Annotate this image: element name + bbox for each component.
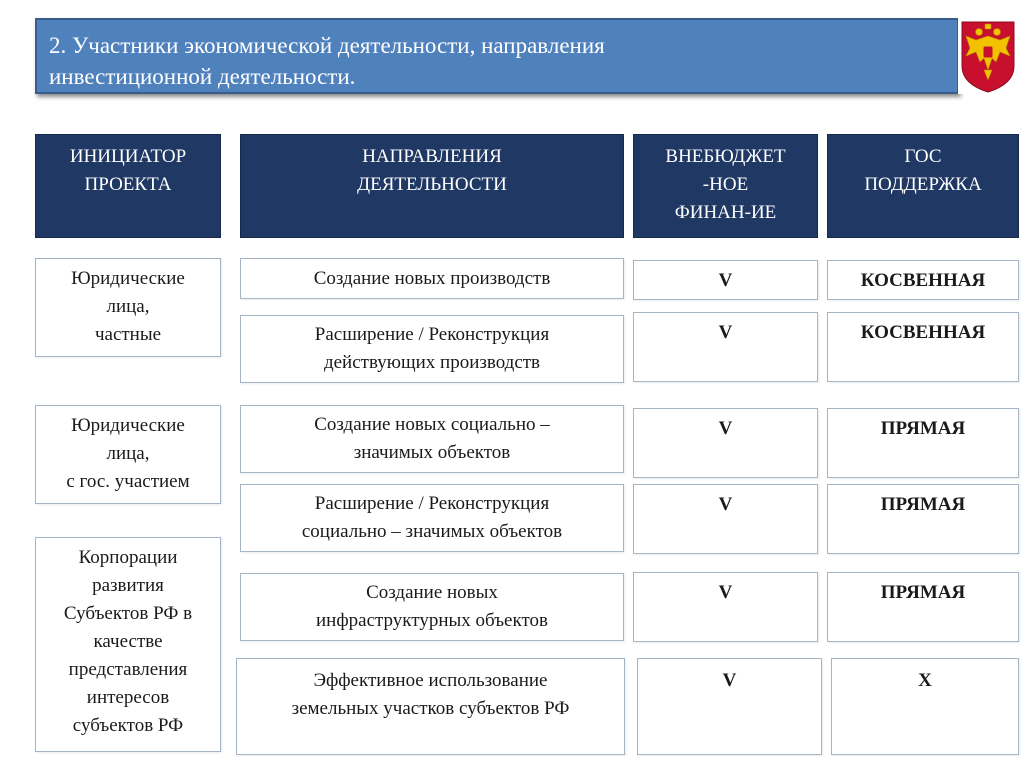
gov-support-cell-5 <box>827 572 1019 642</box>
direction-new-social-objects <box>240 405 624 473</box>
header-extrabudget-line-2: -НОЕ <box>702 174 749 195</box>
header-initiator-line-1: ИНИЦИАТОР <box>69 146 187 167</box>
initiator-3-line-5: представления <box>68 659 188 680</box>
extrabudget-value-1: V <box>718 270 733 291</box>
direction-1-line-1: Создание новых производств <box>313 267 551 289</box>
gov-support-cell-6 <box>831 658 1019 755</box>
direction-5-line-2: инфраструктурных объектов <box>316 610 548 631</box>
header-initiator-line-2: ПРОЕКТА <box>84 174 172 195</box>
extrabudget-value-3: V <box>718 418 733 439</box>
initiator-3-line-3: Субъектов РФ в <box>63 603 193 624</box>
initiator-2-line-3: с гос. участием <box>66 471 190 492</box>
gov-support-cell-1 <box>827 260 1019 300</box>
slide-title-line-1: 2. Участники экономической деятельности, направления <box>49 33 605 58</box>
direction-2-line-2: действующих производств <box>323 352 541 373</box>
initiator-3-line-7: субъектов РФ <box>72 715 184 736</box>
extrabudget-cell-4 <box>633 484 818 554</box>
gov-support-value-4: ПРЯМАЯ <box>880 494 966 515</box>
extrabudget-cell-2 <box>633 312 818 382</box>
slide-title-line-2: инвестиционной деятельности. <box>49 64 356 89</box>
direction-3-line-1: Создание новых социально – <box>314 414 550 435</box>
header-extrabudget <box>633 134 818 238</box>
initiator-3-line-1: Корпорации <box>78 547 178 568</box>
gov-support-value-1: КОСВЕННАЯ <box>860 270 986 291</box>
gov-support-cell-4 <box>827 484 1019 554</box>
initiator-1-line-3: частные <box>94 324 162 345</box>
direction-new-infrastructure <box>240 573 624 641</box>
extrabudget-cell-5 <box>633 572 818 642</box>
initiator-1-line-2: лица, <box>106 296 150 317</box>
extrabudget-value-2: V <box>718 322 733 343</box>
header-extrabudget-line-3: ФИНАН-ИЕ <box>674 202 777 223</box>
slide-title <box>35 18 959 94</box>
initiator-2-line-2: лица, <box>106 443 150 464</box>
header-gov-line-2: ПОДДЕРЖКА <box>864 174 982 195</box>
initiator-3-line-2: развития <box>92 575 164 596</box>
extrabudget-cell-1 <box>633 260 818 300</box>
russian-coat-of-arms-icon <box>958 18 1018 94</box>
initiator-private-entities <box>35 258 221 357</box>
initiator-3-line-4: качестве <box>93 631 163 652</box>
direction-5-line-1: Создание новых <box>366 582 498 603</box>
direction-expansion-social-objects <box>240 484 624 552</box>
direction-3-line-2: значимых объектов <box>353 442 511 463</box>
header-gov-line-1: ГОС <box>904 146 942 167</box>
gov-support-value-6: Х <box>918 670 932 691</box>
direction-2-line-1: Расширение / Реконструкция <box>314 324 550 345</box>
gov-support-cell-3 <box>827 408 1019 478</box>
gov-support-cell-2 <box>827 312 1019 382</box>
extrabudget-value-5: V <box>718 582 733 603</box>
header-directions-line-2: ДЕЯТЕЛЬНОСТИ <box>357 174 507 195</box>
direction-4-line-2: социально – значимых объектов <box>301 521 563 542</box>
extrabudget-value-4: V <box>718 494 733 515</box>
extrabudget-cell-6 <box>637 658 822 755</box>
gov-support-value-2: КОСВЕННАЯ <box>860 322 986 343</box>
extrabudget-value-6: V <box>722 670 737 691</box>
direction-6-line-1: Эффективное использование <box>313 670 548 691</box>
header-directions-line-1: НАПРАВЛЕНИЯ <box>362 146 502 167</box>
direction-expansion-production <box>240 315 624 383</box>
extrabudget-cell-3 <box>633 408 818 478</box>
direction-4-line-1: Расширение / Реконструкция <box>314 493 550 514</box>
header-initiator <box>35 134 221 238</box>
initiator-development-corporations <box>35 537 221 752</box>
header-directions <box>240 134 624 238</box>
direction-land-use <box>236 658 625 755</box>
gov-support-value-5: ПРЯМАЯ <box>880 582 966 603</box>
direction-6-line-2: земельных участков субъектов РФ <box>291 698 570 719</box>
initiator-3-line-6: интересов <box>86 687 170 708</box>
direction-new-production <box>240 258 624 299</box>
initiator-state-participation <box>35 405 221 504</box>
gov-support-value-3: ПРЯМАЯ <box>880 418 966 439</box>
header-extrabudget-line-1: ВНЕБЮДЖЕТ <box>665 146 786 167</box>
header-gov-support <box>827 134 1019 238</box>
initiator-2-line-1: Юридические <box>71 415 185 436</box>
initiator-1-line-1: Юридические <box>71 268 185 289</box>
